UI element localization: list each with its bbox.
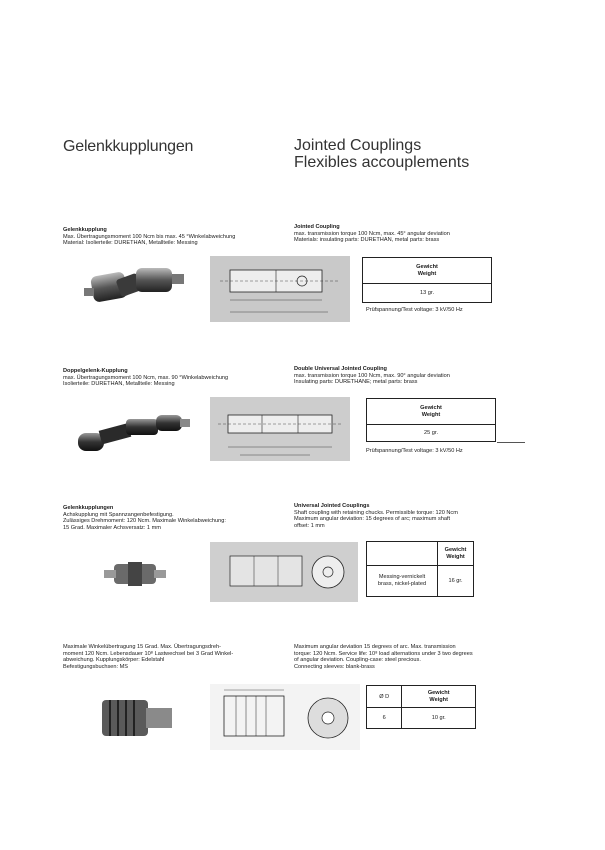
- section-1-line-de: Max. Übertragungsmoment 100 Ncm bis max. 45 °Winkelabweichung: [63, 233, 236, 240]
- section-1-text-de: [63, 227, 235, 247]
- section-3-product-photo: [104, 558, 166, 590]
- section-2-line-de: max. Übertragungsmoment 100 Ncm, max. 90 °Winkelabweichung: [63, 374, 229, 381]
- section-2-technical-drawing: [210, 397, 350, 461]
- section-1-title-en: Jointed Coupling: [294, 224, 340, 230]
- section-3-line-en: Shaft coupling with retaining chucks. Permissible torque: 120 Ncm: [294, 509, 458, 516]
- section-3-text-de: [63, 505, 226, 531]
- weight-header: [363, 258, 492, 284]
- section-2-title-de: Doppelgelenk-Kupplung: [63, 368, 128, 374]
- section-1-product-photo: [84, 262, 189, 310]
- section-3-title-de: Gelenkkupplungen: [63, 505, 114, 511]
- weight-value: 10 gr.: [402, 708, 476, 729]
- section-4-line-de: moment 120 Ncm. Lebensdauer 10⁸ Lastwechsel bei 3 Grad Winkel-: [63, 650, 234, 657]
- section-3-line-en: offset: 1 mm: [294, 522, 325, 529]
- section-2-weight-table: [366, 398, 496, 442]
- weight-header-de: Gewicht: [427, 689, 450, 696]
- section-4-line-de: Maximale Winkelübertragung 15 Grad. Max. Übertragungsdreh-: [63, 644, 221, 650]
- section-3-technical-drawing: [210, 542, 358, 602]
- section-4-line-en: torque: 120 Ncm. Service life: 10⁸ load alternations under 3 two degrees: [294, 650, 473, 657]
- section-1-line-en: Materials: insulating parts: DURETHAN, metal parts: brass: [294, 237, 440, 244]
- section-4-line-en: Connecting sleeves: blank-brass: [294, 663, 375, 670]
- section-1-technical-drawing: [210, 256, 350, 322]
- diameter-header: Ø D: [367, 686, 402, 708]
- weight-value: 13 gr.: [363, 284, 492, 303]
- weight-header-de: Gewicht: [444, 546, 467, 553]
- section-2-line-de: Isolierteile: DURETHAN, Metallteile: Messing: [63, 381, 175, 388]
- weight-header: [438, 542, 474, 566]
- weight-header-en: Weight: [417, 270, 437, 277]
- weight-header-en: Weight: [429, 696, 448, 703]
- section-3-line-en: Maximum angular deviation: 15 degrees of arc; maximum shaft: [294, 516, 451, 523]
- weight-header-en: Weight: [421, 411, 441, 418]
- section-4-line-de: Befestigungsbuchsen: MS: [63, 663, 128, 670]
- section-1-test-voltage: Prüfspannung/Test voltage: 3 kV/50 Hz: [366, 307, 463, 313]
- section-3-weight-table: [366, 541, 474, 597]
- empty-header-cell: [367, 542, 438, 566]
- page-title-en: Jointed Couplings: [294, 137, 422, 154]
- section-2-title-en: Double Universal Jointed Coupling: [294, 366, 387, 372]
- section-4-line-en: of angular deviation. Coupling-case: steel precious.: [294, 657, 421, 664]
- section-2-text-de: [63, 368, 228, 388]
- section-4-text-en: [294, 644, 473, 670]
- divider: [497, 442, 525, 443]
- weight-header: [402, 686, 476, 708]
- section-2-product-photo: [76, 407, 192, 457]
- material-label-de: Messing-vernickelt: [378, 574, 426, 581]
- section-4-technical-drawing: [210, 684, 360, 750]
- section-4-weight-table: [366, 685, 476, 729]
- material-label-en: brass, nickel-plated: [377, 581, 427, 587]
- section-1-title-de: Gelenkkupplung: [63, 227, 107, 233]
- page-title-de: Gelenkkupplungen: [63, 138, 194, 155]
- weight-value: 16 gr.: [438, 566, 474, 597]
- section-4-text-de: [63, 644, 233, 670]
- section-1-line-en: max. transmission torque 100 Ncm, max. 45° angular deviation: [294, 230, 450, 237]
- diameter-value: 6: [367, 708, 402, 729]
- page-title-fr: Flexibles accouplements: [294, 154, 470, 171]
- section-3-line-de: Achskupplung mit Spannzangenbefestigung.: [63, 511, 174, 518]
- weight-header-de: Gewicht: [416, 263, 438, 270]
- section-2-text-en: [294, 366, 450, 386]
- section-2-line-en: Insulating parts: DURETHANE; metal parts: brass: [294, 379, 418, 386]
- section-3-text-en: [294, 503, 458, 529]
- section-4-line-en: Maximum angular deviation 15 degrees of arc. Max. transmission: [294, 644, 456, 650]
- section-3-line-de: Zulässiges Drehmoment: 120 Ncm. Maximale Winkelabweichung:: [63, 518, 226, 525]
- section-1-line-de: Material: Isolierteile: DURETHAN, Metallteile: Messing: [63, 240, 198, 247]
- section-2-test-voltage: Prüfspannung/Test voltage: 3 kV/50 Hz: [366, 448, 463, 454]
- weight-value: 25 gr.: [367, 425, 496, 442]
- weight-header-de: Gewicht: [420, 404, 442, 411]
- section-1-text-en: [294, 224, 450, 244]
- section-3-line-de: 15 Grad. Maximaler Achsversatz: 1 mm: [63, 524, 161, 531]
- section-4-product-photo: [96, 694, 174, 742]
- section-1-weight-table: [362, 257, 492, 303]
- weight-header-en: Weight: [446, 553, 465, 560]
- section-2-line-en: max. transmission torque 100 Ncm, max. 90° angular deviation: [294, 372, 450, 379]
- section-3-title-en: Universal Jointed Couplings: [294, 503, 370, 509]
- section-4-line-de: abweichung. Kupplungskörper: Edelstahl: [63, 657, 165, 664]
- page-title-en-fr: [294, 137, 469, 171]
- material-label: [367, 566, 438, 597]
- weight-header: [367, 399, 496, 425]
